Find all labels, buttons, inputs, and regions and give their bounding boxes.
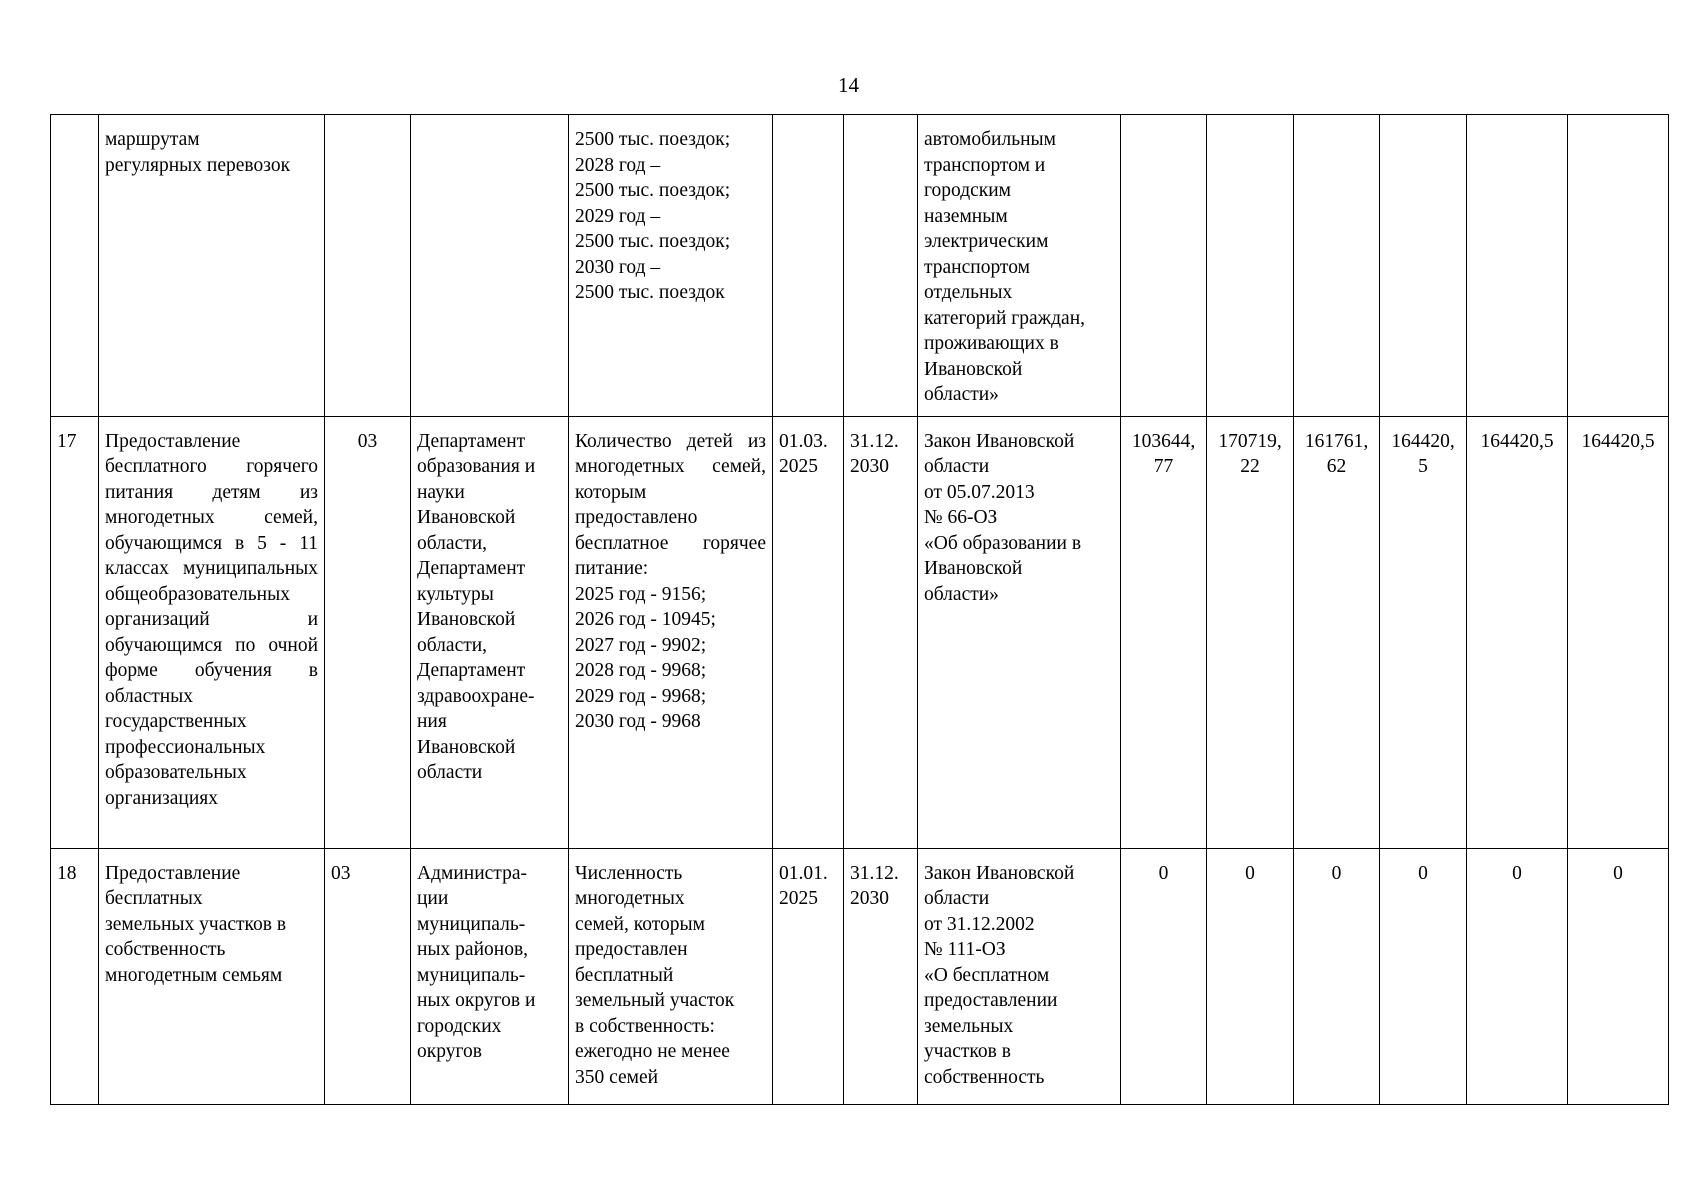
measure-name-cell: маршрутам регулярных перевозок bbox=[99, 115, 325, 417]
table-row bbox=[51, 115, 1669, 417]
value-cell-6 bbox=[1568, 115, 1669, 417]
end-date-cell bbox=[844, 115, 918, 417]
value-cell-2: 170719, 22 bbox=[1207, 416, 1294, 848]
code-cell: 03 bbox=[325, 848, 411, 1104]
value-cell-5: 0 bbox=[1467, 848, 1568, 1104]
value-cell-3: 161761, 62 bbox=[1294, 416, 1380, 848]
executor-cell: Администра- ции муниципаль- ных районов, муниципаль- ных округов и городских округов bbox=[411, 848, 569, 1104]
legal-basis-cell: Закон Ивановской области от 05.07.2013 № 66-ОЗ «Об образовании в Ивановской области» bbox=[918, 416, 1121, 848]
value-cell-6: 164420,5 bbox=[1568, 416, 1669, 848]
measure-name-cell: Предоставление бесплатного горячего питания детям из многодетных семей, обучающимся в 5 - 11 классах муниципальных общеобразовательных организаций и обучающимся по очной форме обучения в областных государственных профессиональных образовательных организациях bbox=[99, 416, 325, 848]
page-number: 14 bbox=[838, 73, 859, 97]
indicator-cell: 2500 тыс. поездок; 2028 год – 2500 тыс. поездок; 2029 год – 2500 тыс. поездок; 2030 год – 2500 тыс. поездок bbox=[569, 115, 773, 417]
start-date-cell bbox=[773, 115, 844, 417]
legal-basis-cell: Закон Ивановской области от 31.12.2002 № 111-ОЗ «О бесплатном предоставлении земельных участков в собственность bbox=[918, 848, 1121, 1104]
executor-cell: Департамент образования и науки Ивановской области, Департамент культуры Ивановской области, Департамент здравоохране- ния Ивановской области bbox=[411, 416, 569, 848]
table-row bbox=[51, 416, 1669, 848]
row-number-cell: 17 bbox=[51, 416, 99, 848]
code-cell: 03 bbox=[325, 416, 411, 848]
legal-basis-cell: автомобильным транспортом и городским наземным электрическим транспортом отдельных категорий граждан, проживающих в Ивановской области» bbox=[918, 115, 1121, 417]
value-cell-5: 164420,5 bbox=[1467, 416, 1568, 848]
value-cell-2: 0 bbox=[1207, 848, 1294, 1104]
end-date-cell: 31.12. 2030 bbox=[844, 416, 918, 848]
value-cell-4: 0 bbox=[1380, 848, 1467, 1104]
value-cell-5 bbox=[1467, 115, 1568, 417]
value-cell-4: 164420, 5 bbox=[1380, 416, 1467, 848]
table-row bbox=[51, 848, 1669, 1104]
value-cell-4 bbox=[1380, 115, 1467, 417]
value-cell-6: 0 bbox=[1568, 848, 1669, 1104]
value-cell-1: 0 bbox=[1121, 848, 1207, 1104]
value-cell-3: 0 bbox=[1294, 848, 1380, 1104]
indicator-cell: Количество детей из многодетных семей, которым предоставлено бесплатное горячее питание: 2025 год - 9156; 2026 год - 10945; 2027 год - 9902; 2028 год - 9968; 2029 год - 9968; 2030 год - 9968 bbox=[569, 416, 773, 848]
indicator-cell: Численность многодетных семей, которым предоставлен бесплатный земельный участок в собственность: ежегодно не менее 350 семей bbox=[569, 848, 773, 1104]
value-cell-3 bbox=[1294, 115, 1380, 417]
value-cell-1: 103644, 77 bbox=[1121, 416, 1207, 848]
start-date-cell: 01.01. 2025 bbox=[773, 848, 844, 1104]
start-date-cell: 01.03. 2025 bbox=[773, 416, 844, 848]
executor-cell bbox=[411, 115, 569, 417]
measure-name-cell: Предоставление бесплатных земельных участков в собственность многодетным семьям bbox=[99, 848, 325, 1104]
end-date-cell: 31.12. 2030 bbox=[844, 848, 918, 1104]
value-cell-1 bbox=[1121, 115, 1207, 417]
code-cell bbox=[325, 115, 411, 417]
program-measures-table bbox=[50, 114, 1669, 1105]
row-number-cell bbox=[51, 115, 99, 417]
row-number-cell: 18 bbox=[51, 848, 99, 1104]
value-cell-2 bbox=[1207, 115, 1294, 417]
